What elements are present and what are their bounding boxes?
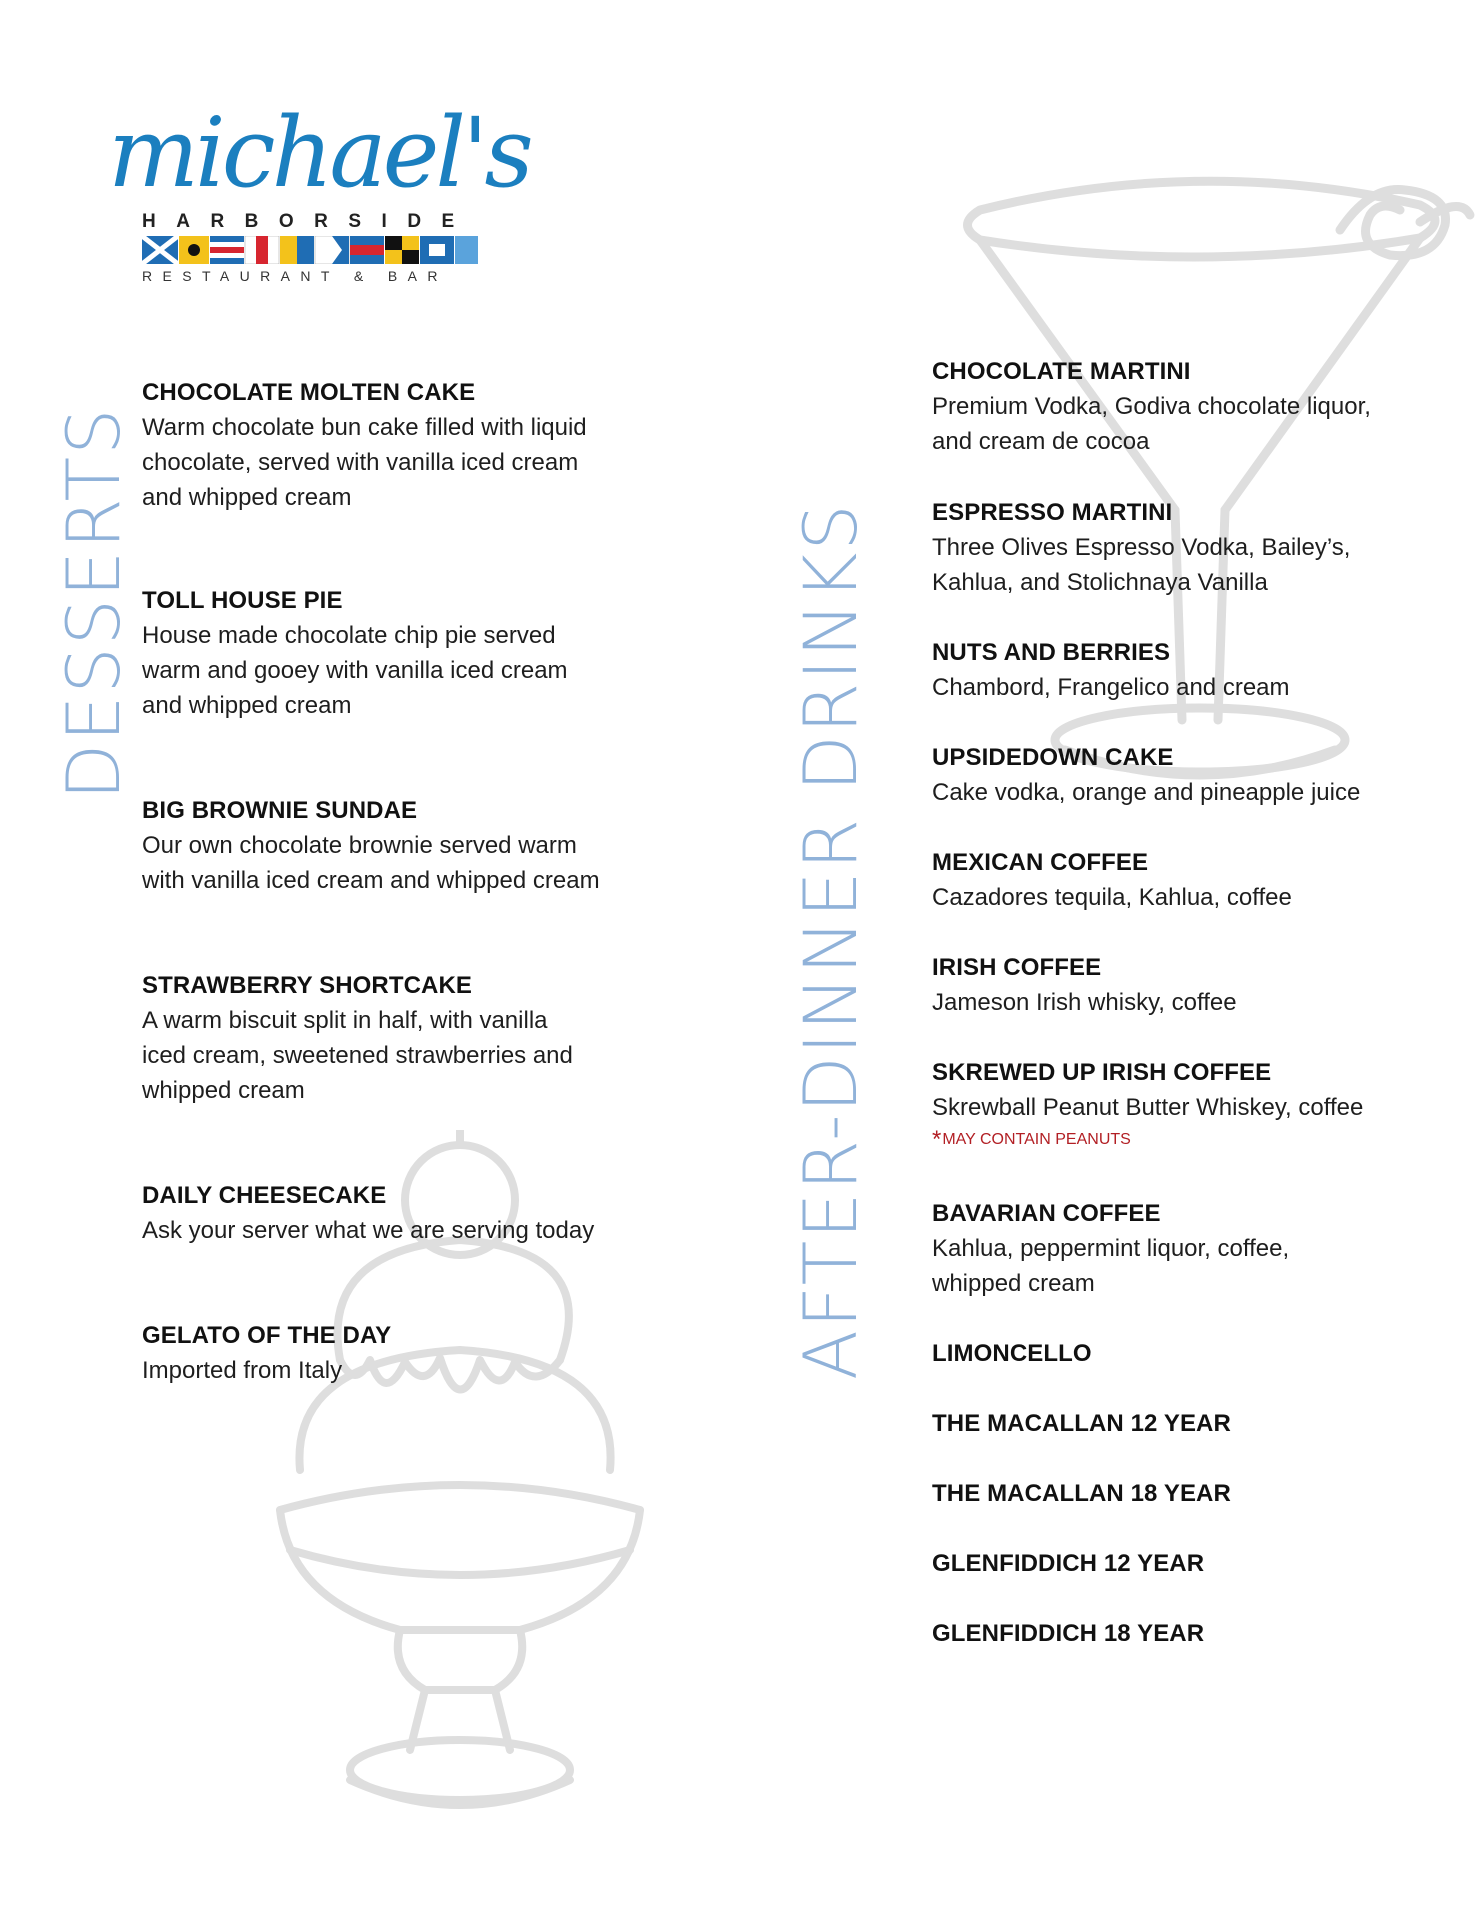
logo-harborside-text: HARBORSIDE: [142, 211, 475, 232]
allergy-note-text: MAY CONTAIN PEANUTS: [942, 1131, 1131, 1148]
dessert-name: CHOCOLATE MOLTEN CAKE: [142, 379, 476, 406]
drink-item: [932, 1617, 1204, 1651]
logo-restaurant-bar-text: RESTAURANT & BAR: [142, 268, 448, 284]
drink-desc-line: Cazadores tequila, Kahlua, coffee: [932, 884, 1292, 911]
drink-name: LIMONCELLO: [932, 1340, 1092, 1367]
drink-item: [932, 1197, 1289, 1301]
drink-item: [932, 355, 1371, 459]
dessert-name: TOLL HOUSE PIE: [142, 587, 343, 614]
dessert-desc-line: iced cream, sweetened strawberries and: [142, 1042, 573, 1069]
allergy-note: [932, 1127, 1363, 1153]
drink-item: [932, 1407, 1231, 1441]
dessert-name: GELATO OF THE DAY: [142, 1322, 392, 1349]
drink-name: THE MACALLAN 18 YEAR: [932, 1480, 1231, 1507]
drink-desc-line: Three Olives Espresso Vodka, Bailey’s,: [932, 534, 1351, 561]
drink-desc-line: Kahlua, and Stolichnaya Vanilla: [932, 569, 1268, 596]
drink-desc-line: Cake vodka, orange and pineapple juice: [932, 779, 1361, 806]
allergy-note-star: *: [932, 1126, 942, 1153]
drink-item: [932, 741, 1360, 810]
drink-desc-line: whipped cream: [932, 1270, 1095, 1297]
dessert-desc-line: House made chocolate chip pie served: [142, 622, 556, 649]
drink-item: [932, 636, 1290, 705]
dessert-desc-line: Ask your server what we are serving today: [142, 1217, 595, 1244]
drink-desc-line: Skrewball Peanut Butter Whiskey, coffee: [932, 1094, 1364, 1121]
drink-name: IRISH COFFEE: [932, 954, 1102, 981]
restaurant-logo: [108, 97, 530, 288]
nautical-flags-icon: [142, 236, 478, 264]
dessert-item: [142, 1179, 594, 1248]
dessert-item: [142, 794, 600, 898]
drink-name: GLENFIDDICH 12 YEAR: [932, 1550, 1205, 1577]
dessert-name: STRAWBERRY SHORTCAKE: [142, 972, 473, 999]
dessert-name: DAILY CHEESECAKE: [142, 1182, 387, 1209]
drink-name: GLENFIDDICH 18 YEAR: [932, 1620, 1205, 1647]
dessert-item: [142, 584, 568, 723]
drink-name: BAVARIAN COFFEE: [932, 1200, 1161, 1227]
dessert-desc-line: whipped cream: [142, 1077, 305, 1104]
dessert-desc-line: with vanilla iced cream and whipped cream: [142, 867, 600, 894]
drink-desc-line: Chambord, Frangelico and cream: [932, 674, 1290, 701]
drink-desc-line: Premium Vodka, Godiva chocolate liquor,: [932, 393, 1371, 420]
drink-desc-line: Kahlua, peppermint liquor, coffee,: [932, 1235, 1290, 1262]
dessert-desc-line: and whipped cream: [142, 484, 352, 511]
drink-desc-line: and cream de cocoa: [932, 428, 1150, 455]
drinks-section-title: AFTER-DINNER DRINKS: [789, 502, 874, 1380]
drink-item: [932, 1056, 1363, 1153]
drink-name: SKREWED UP IRISH COFFEE: [932, 1059, 1272, 1086]
drink-item: [932, 496, 1350, 600]
dessert-desc-line: Our own chocolate brownie served warm: [142, 832, 577, 859]
drink-name: ESPRESSO MARTINI: [932, 499, 1173, 526]
dessert-desc-line: Warm chocolate bun cake filled with liquid: [142, 414, 587, 441]
dessert-desc-line: chocolate, served with vanilla iced cream: [142, 449, 579, 476]
drink-name: THE MACALLAN 12 YEAR: [932, 1410, 1231, 1437]
drink-item: [932, 1337, 1092, 1371]
dessert-name: BIG BROWNIE SUNDAE: [142, 797, 418, 824]
drink-desc-line: Jameson Irish whisky, coffee: [932, 989, 1237, 1016]
drink-name: UPSIDEDOWN CAKE: [932, 744, 1174, 771]
dessert-desc-line: Imported from Italy: [142, 1357, 343, 1384]
drink-item: [932, 1477, 1231, 1511]
drink-name: CHOCOLATE MARTINI: [932, 358, 1191, 385]
dessert-item: [142, 969, 573, 1108]
dessert-item: [142, 376, 587, 515]
dessert-item: [142, 1319, 391, 1388]
drink-name: MEXICAN COFFEE: [932, 849, 1149, 876]
drink-item: [932, 846, 1292, 915]
drink-name: NUTS AND BERRIES: [932, 639, 1171, 666]
desserts-section-title: DESSERTS: [52, 406, 137, 800]
drink-item: [932, 1547, 1204, 1581]
dessert-desc-line: warm and gooey with vanilla iced cream: [142, 657, 568, 684]
dessert-desc-line: A warm biscuit split in half, with vanilla: [142, 1007, 548, 1034]
dessert-desc-line: and whipped cream: [142, 692, 352, 719]
drink-item: [932, 951, 1237, 1020]
logo-script-text: michael's: [108, 97, 530, 209]
